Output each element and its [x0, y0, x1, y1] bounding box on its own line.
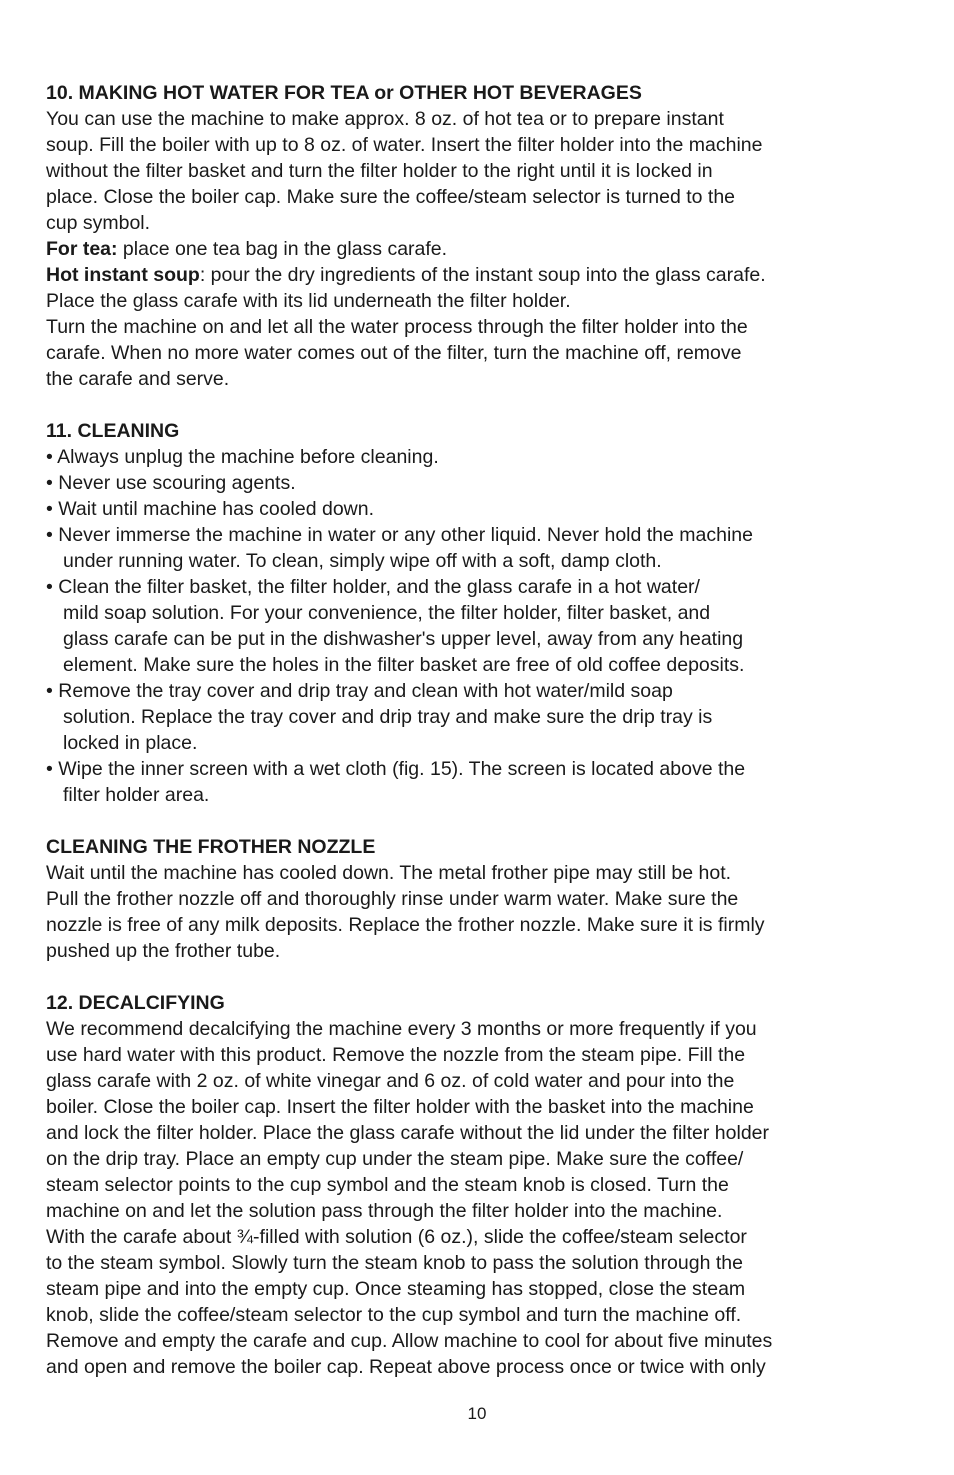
- decalcify-line: knob, slide the coffee/steam selector to the cup symbol and turn the machine off.: [46, 1304, 742, 1326]
- section-10-line: the carafe and serve.: [46, 368, 230, 390]
- cleaning-bullet: • Always unplug the machine before cleaning.: [46, 446, 439, 468]
- section-10-line: Place the glass carafe with its lid underneath the filter holder.: [46, 290, 571, 312]
- cleaning-bullet-continued: solution. Replace the tray cover and drip tray and make sure the drip tray is: [63, 706, 713, 728]
- cleaning-bullet: • Wipe the inner screen with a wet cloth (fig. 15). The screen is located above the: [46, 758, 746, 780]
- section-10-line: You can use the machine to make approx. 8 oz. of hot tea or to prepare instant: [46, 108, 724, 130]
- decalcify-line: to the steam symbol. Slowly turn the steam knob to pass the solution through the: [46, 1252, 743, 1274]
- decalcify-line: With the carafe about ¾-filled with solution (6 oz.), slide the coffee/steam selector: [46, 1226, 747, 1248]
- cleaning-bullet: • Never use scouring agents.: [46, 472, 296, 494]
- section-10-line: place. Close the boiler cap. Make sure the coffee/steam selector is turned to the: [46, 186, 736, 208]
- cleaning-bullet-continued: element. Make sure the holes in the filter basket are free of old coffee deposits.: [63, 654, 745, 676]
- tea-text: place one tea bag in the glass carafe.: [117, 238, 448, 260]
- decalcify-line: machine on and let the solution pass through the filter holder into the machine.: [46, 1200, 723, 1222]
- section-10-line: cup symbol.: [46, 212, 151, 234]
- decalcify-line: on the drip tray. Place an empty cup under the steam pipe. Make sure the coffee/: [46, 1148, 744, 1170]
- soup-label: Hot instant soup: [46, 264, 200, 286]
- tea-instruction: [46, 236, 906, 262]
- cleaning-bullet: • Never immerse the machine in water or any other liquid. Never hold the machine: [46, 524, 753, 546]
- decalcify-line: boiler. Close the boiler cap. Insert the filter holder with the basket into the machine: [46, 1096, 754, 1118]
- manual-page: [46, 80, 906, 1380]
- section-10-line: soup. Fill the boiler with up to 8 oz. of water. Insert the filter holder into the machine: [46, 134, 763, 156]
- cleaning-bullet-continued: filter holder area.: [63, 784, 210, 806]
- section-spacer: [46, 808, 906, 834]
- soup-instruction: [46, 262, 906, 288]
- frother-line: pushed up the frother tube.: [46, 940, 281, 962]
- section-12-heading: 12. DECALCIFYING: [46, 992, 225, 1014]
- decalcify-line: glass carafe with 2 oz. of white vinegar and 6 oz. of cold water and pour into the: [46, 1070, 735, 1092]
- tea-label: For tea:: [46, 238, 118, 260]
- cleaning-bullet-continued: locked in place.: [63, 732, 198, 754]
- cleaning-bullet-continued: glass carafe can be put in the dishwasher's upper level, away from any heating: [63, 628, 744, 650]
- decalcify-line: We recommend decalcifying the machine every 3 months or more frequently if you: [46, 1018, 757, 1040]
- cleaning-bullet: • Clean the filter basket, the filter holder, and the glass carafe in a hot water/: [46, 576, 700, 598]
- soup-text: : pour the dry ingredients of the instant soup into the glass carafe.: [199, 264, 766, 286]
- cleaning-bullet: • Wait until machine has cooled down.: [46, 498, 375, 520]
- section-10-heading: 10. MAKING HOT WATER FOR TEA or OTHER HOT BEVERAGES: [46, 82, 642, 104]
- section-10-line: carafe. When no more water comes out of the filter, turn the machine off, remove: [46, 342, 742, 364]
- section-11-heading: 11. CLEANING: [46, 420, 180, 442]
- frother-line: nozzle is free of any milk deposits. Replace the frother nozzle. Make sure it is firmly: [46, 914, 765, 936]
- frother-line: Pull the frother nozzle off and thoroughly rinse under warm water. Make sure the: [46, 888, 739, 910]
- cleaning-bullet-continued: under running water. To clean, simply wipe off with a soft, damp cloth.: [63, 550, 662, 572]
- frother-heading: CLEANING THE FROTHER NOZZLE: [46, 836, 376, 858]
- section-spacer: [46, 392, 906, 418]
- decalcify-line: steam selector points to the cup symbol and the steam knob is closed. Turn the: [46, 1174, 729, 1196]
- page-number: 10: [467, 1404, 487, 1423]
- decalcify-line: Remove and empty the carafe and cup. Allow machine to cool for about five minutes: [46, 1330, 773, 1352]
- decalcify-line: and lock the filter holder. Place the glass carafe without the lid under the filter holder: [46, 1122, 770, 1144]
- cleaning-bullet: • Remove the tray cover and drip tray and clean with hot water/mild soap: [46, 680, 673, 702]
- decalcify-line: and open and remove the boiler cap. Repeat above process once or twice with only: [46, 1356, 766, 1378]
- section-spacer: [46, 964, 906, 990]
- frother-line: Wait until the machine has cooled down. The metal frother pipe may still be hot.: [46, 862, 732, 884]
- decalcify-line: use hard water with this product. Remove the nozzle from the steam pipe. Fill the: [46, 1044, 746, 1066]
- cleaning-bullet-continued: mild soap solution. For your convenience, the filter holder, filter basket, and: [63, 602, 711, 624]
- section-10-line: Turn the machine on and let all the water process through the filter holder into the: [46, 316, 748, 338]
- section-10-line: without the filter basket and turn the filter holder to the right until it is locked in: [46, 160, 713, 182]
- decalcify-line: steam pipe and into the empty cup. Once steaming has stopped, close the steam: [46, 1278, 746, 1300]
